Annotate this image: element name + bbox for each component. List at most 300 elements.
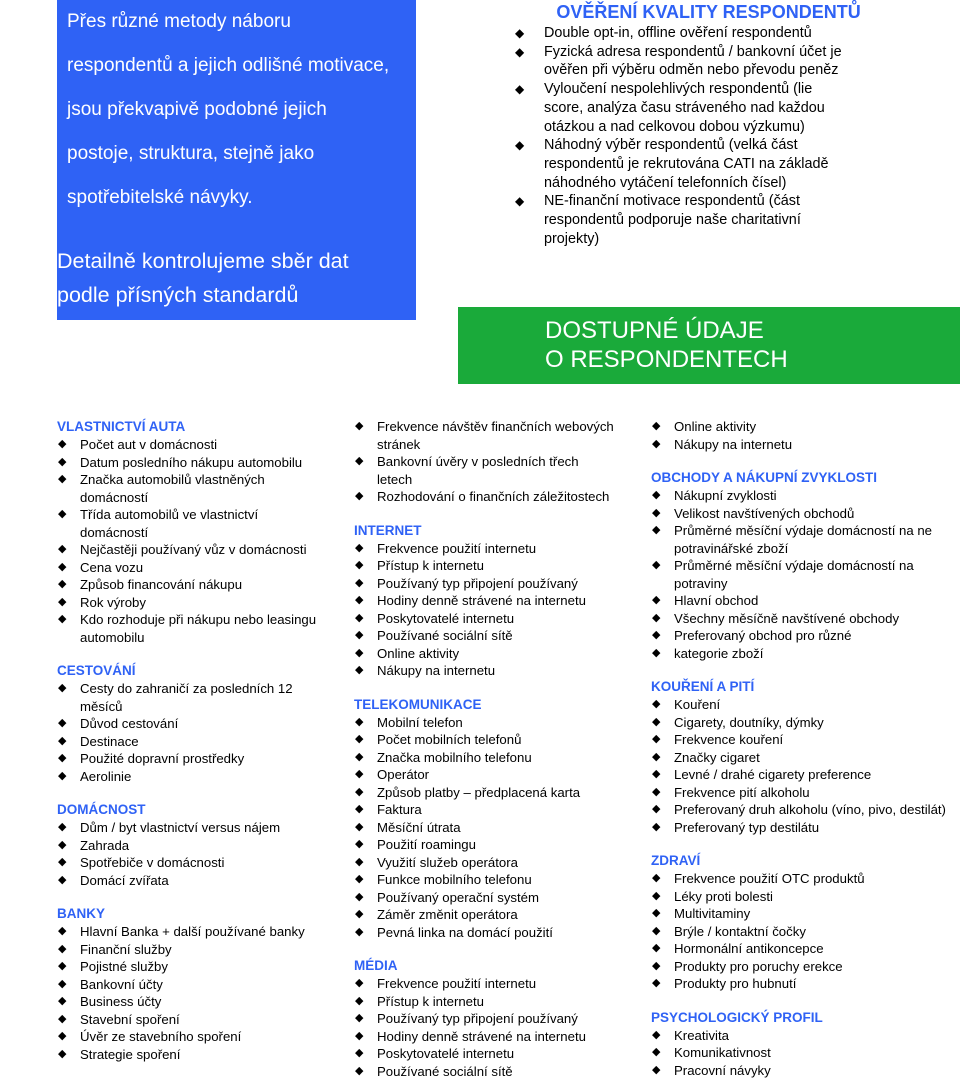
list-item (651, 801, 951, 819)
list-item (57, 454, 317, 472)
list-item-text: Poskytovatelé internetu (377, 610, 515, 626)
bullet-icon: ◆ (58, 942, 67, 955)
bullet-icon: ◆ (652, 924, 661, 937)
list-item (354, 766, 616, 784)
section-title: KOUŘENÍ A PITÍ (651, 679, 755, 694)
bullet-icon: ◆ (58, 578, 67, 590)
list-item (57, 733, 317, 751)
list-item-text: Cesty do zahraničí za posledních 12 měsíců (80, 681, 293, 714)
list-item-text: Kdo rozhoduje při nákupu nebo leasingu automobilu (80, 612, 317, 645)
bullet-icon: ◆ (652, 698, 661, 710)
list-item-text: Datum posledního nákupu automobilu (80, 454, 303, 470)
list-item-text: Hlavní Banka + další používané banky (80, 924, 305, 939)
intro-line: spotřebitelské návyky. (67, 187, 253, 208)
list-item (651, 714, 951, 732)
bullet-icon: ◆ (652, 629, 661, 641)
section-list (57, 819, 317, 889)
section-title: ZDRAVÍ (651, 853, 701, 868)
bullet-icon: ◆ (355, 890, 364, 903)
list-item-text: Finanční služby (80, 941, 172, 957)
column-1 (57, 418, 317, 1063)
bullet-icon: ◆ (58, 508, 67, 520)
list-item (354, 836, 616, 854)
list-item (651, 731, 951, 749)
list-item (57, 576, 317, 594)
bullet-icon: ◆ (652, 506, 661, 519)
list-item (354, 819, 616, 837)
list-item-text: Levné / drahé cigarety preference (674, 767, 872, 782)
bullet-icon: ◆ (652, 768, 661, 780)
list-item-text: Nákupy na internetu (674, 436, 793, 452)
list-item-text: Přístup k internetu (377, 558, 485, 573)
section-list (57, 923, 317, 1063)
list-item-text: kategorie zboží (674, 645, 764, 661)
list-item-text: Nákupy na internetu (377, 663, 496, 678)
list-item (651, 1044, 951, 1062)
list-item (651, 958, 951, 976)
list-item (354, 714, 616, 732)
list-item (651, 557, 951, 592)
bullet-icon: ◆ (515, 194, 525, 209)
bullet-icon: ◆ (58, 682, 67, 694)
detail-heading (57, 244, 416, 312)
bullet-icon: ◆ (652, 594, 661, 606)
list-item-text: Frekvence použití internetu (377, 976, 537, 991)
available-data-panel (458, 307, 960, 384)
quality-item (515, 80, 855, 136)
bullet-icon: ◆ (652, 820, 661, 833)
list-item (651, 627, 951, 645)
list-item (354, 418, 616, 453)
column-3 (651, 418, 951, 1079)
list-item (354, 575, 616, 593)
bullet-icon: ◆ (58, 717, 67, 729)
list-item-text: Cigarety, doutníky, dýmky (674, 714, 824, 730)
bullet-icon: ◆ (58, 960, 67, 972)
bullet-icon: ◆ (58, 1012, 67, 1025)
list-item-text: Kreativita (674, 1027, 729, 1043)
bullet-icon: ◆ (652, 559, 661, 571)
list-item-text: Strategie spoření (80, 1046, 181, 1062)
list-item-text: Hodiny denně strávené na internetu (377, 593, 586, 608)
list-item (57, 923, 317, 941)
list-item-text: Frekvence použití OTC produktů (674, 871, 865, 886)
list-item-text: Pojistné služby (80, 959, 168, 974)
list-item-text: Značka mobilního telefonu (377, 749, 532, 765)
list-item-text: Používaný operační systém (377, 889, 539, 905)
list-item-text: Bankovní úvěry v posledních třech letech (377, 454, 579, 487)
list-item-text: Komunikativnost (674, 1045, 771, 1060)
section-list (651, 487, 951, 662)
list-item-text: Frekvence kouření (674, 732, 784, 747)
bullet-icon: ◆ (652, 750, 661, 763)
list-item (354, 993, 616, 1011)
list-item (57, 768, 317, 786)
list-item-text: Využití služeb operátora (377, 854, 518, 870)
list-item-text: Počet aut v domácnosti (80, 437, 218, 452)
section-title: OBCHODY A NÁKUPNÍ ZVYKLOSTI (651, 470, 878, 485)
list-item (354, 610, 616, 628)
quality-item-text: NE-finanční motivace respondentů (část respondentů podporuje naše charitativní projekty) (544, 193, 801, 247)
bullet-icon: ◆ (652, 733, 661, 745)
list-item (57, 611, 317, 646)
bullet-icon: ◆ (355, 420, 364, 432)
list-item (651, 696, 951, 714)
bullet-icon: ◆ (355, 594, 364, 606)
bullet-icon: ◆ (652, 872, 661, 884)
bullet-icon: ◆ (515, 138, 525, 153)
list-item (651, 870, 951, 888)
bullet-icon: ◆ (355, 715, 364, 728)
section-title: VLASTNICTVÍ AUTA (57, 419, 186, 434)
list-item-text: Způsob platby – předplacená karta (377, 784, 581, 800)
list-item (651, 505, 951, 523)
list-item (354, 731, 616, 749)
list-item-text: Business účty (80, 994, 162, 1009)
detail-line: podle přísných standardů (57, 283, 299, 307)
detail-line: Detailně kontrolujeme sběr dat (57, 249, 349, 273)
bullet-icon: ◆ (652, 524, 661, 536)
list-item (354, 488, 616, 506)
bullet-icon: ◆ (355, 1012, 364, 1024)
list-item-text: Zahrada (80, 837, 130, 853)
list-item (57, 819, 317, 837)
section-list (57, 680, 317, 785)
bullet-icon: ◆ (58, 560, 67, 573)
list-item-text: Všechny měsíčně navštívené obchody (674, 610, 900, 626)
bullet-icon: ◆ (652, 437, 661, 450)
list-item (354, 924, 616, 942)
list-item (354, 854, 616, 872)
bullet-icon: ◆ (652, 942, 661, 954)
list-item (57, 471, 317, 506)
list-item (57, 993, 317, 1011)
list-item (651, 749, 951, 767)
list-item (651, 1062, 951, 1080)
list-item-text: Bankovní účty (80, 976, 163, 992)
list-item-text: Pevná linka na domácí použití (377, 924, 553, 940)
list-item-text: Používaný typ připojení používaný (377, 1011, 578, 1026)
list-item-text: Velikost navštívených obchodů (674, 505, 855, 521)
bullet-icon: ◆ (355, 1047, 364, 1059)
quality-item-text: Náhodný výběr respondentů (velká část respondentů je rekrutována CATI na základě náhodného vytáčení telefonních čísel) (544, 137, 829, 191)
list-item-text: Úvěr ze stavebního spoření (80, 1029, 242, 1044)
list-item (354, 662, 616, 680)
quality-item (515, 192, 855, 248)
bullet-icon: ◆ (355, 1064, 364, 1077)
bullet-icon: ◆ (652, 977, 661, 989)
bullet-icon: ◆ (652, 785, 661, 798)
list-item (57, 594, 317, 612)
list-item (57, 941, 317, 959)
quality-item-text: Double opt-in, offline ověření respondentů (544, 25, 812, 41)
bullet-icon: ◆ (355, 664, 364, 676)
section-title: DOMÁCNOST (57, 802, 146, 817)
bullet-icon: ◆ (58, 873, 67, 886)
list-item-text: Hodiny denně strávené na internetu (377, 1028, 586, 1044)
list-item (57, 680, 317, 715)
list-item-text: Domácí zvířata (80, 872, 169, 888)
list-item-text: Používané sociální sítě (377, 628, 513, 643)
list-item-text: Online aktivity (674, 419, 757, 434)
list-item (57, 506, 317, 541)
list-item (354, 453, 616, 488)
section-list (354, 540, 616, 680)
list-item-text: Faktura (377, 802, 422, 817)
bullet-icon: ◆ (58, 613, 67, 625)
quality-item (515, 43, 855, 80)
list-item (57, 837, 317, 855)
bullet-icon: ◆ (355, 820, 364, 833)
list-item-text: Aerolinie (80, 768, 132, 784)
list-item (354, 1063, 616, 1081)
list-item-text: Preferovaný obchod pro různé (674, 628, 852, 643)
list-item-text: Produkty pro poruchy erekce (674, 958, 843, 974)
quality-item (515, 136, 855, 192)
list-item (651, 436, 951, 454)
bullet-icon: ◆ (58, 734, 67, 747)
bullet-icon: ◆ (58, 455, 67, 468)
bullet-icon: ◆ (58, 856, 67, 868)
list-item (651, 418, 951, 436)
list-item (354, 540, 616, 558)
bullet-icon: ◆ (58, 543, 67, 555)
bullet-icon: ◆ (355, 490, 364, 502)
list-item-text: Poskytovatelé internetu (377, 1046, 515, 1061)
bullet-icon: ◆ (58, 977, 67, 990)
bullet-icon: ◆ (652, 907, 661, 919)
list-item (651, 905, 951, 923)
bullet-icon: ◆ (355, 855, 364, 868)
list-item-text: Mobilní telefon (377, 714, 463, 730)
bullet-icon: ◆ (355, 733, 364, 745)
list-item-text: Stavební spoření (80, 1011, 180, 1027)
section-title: BANKY (57, 906, 106, 921)
quality-list (515, 24, 855, 248)
bullet-icon: ◆ (652, 1063, 661, 1076)
section-title: CESTOVÁNÍ (57, 663, 136, 678)
intro-line: respondentů a jejich odlišné motivace, (67, 55, 390, 76)
bullet-icon: ◆ (652, 646, 661, 659)
list-item (57, 854, 317, 872)
list-item-text: Hlavní obchod (674, 593, 759, 608)
section-title: TELEKOMUNIKACE (354, 696, 482, 712)
bullet-icon: ◆ (355, 977, 364, 989)
section-list (651, 696, 951, 836)
section-title: INTERNET (354, 522, 422, 538)
list-item (651, 610, 951, 628)
bullet-icon: ◆ (355, 925, 364, 938)
list-item (57, 541, 317, 559)
list-item-text: Produkty pro hubnutí (674, 976, 797, 991)
bullet-icon: ◆ (355, 611, 364, 624)
list-item (354, 557, 616, 575)
list-item (651, 766, 951, 784)
list-item-text: Frekvence použití internetu (377, 540, 537, 556)
list-item (354, 1045, 616, 1063)
list-item-text: Multivitaminy (674, 906, 751, 921)
list-item-text: Rok výroby (80, 594, 146, 610)
section-list (651, 1027, 951, 1080)
bullet-icon: ◆ (355, 838, 364, 850)
available-data-title (545, 316, 788, 374)
list-item-text: Záměr změnit operátora (377, 907, 518, 922)
bullet-icon: ◆ (58, 769, 67, 782)
list-item-text: Počet mobilních telefonů (377, 732, 522, 747)
bullet-icon: ◆ (652, 489, 661, 501)
list-item-text: Značka automobilů vlastněných domácností (80, 472, 265, 505)
bullet-icon: ◆ (652, 889, 661, 902)
bullet-icon: ◆ (355, 908, 364, 920)
bullet-icon: ◆ (652, 1046, 661, 1058)
list-item (651, 522, 951, 557)
list-item (57, 1011, 317, 1029)
list-item-text: Pracovní návyky (674, 1062, 771, 1078)
bullet-icon: ◆ (58, 821, 67, 833)
bullet-icon: ◆ (355, 873, 364, 885)
list-item (354, 784, 616, 802)
bullet-icon: ◆ (355, 576, 364, 589)
list-item-text: Kouření (674, 697, 721, 712)
bullet-icon: ◆ (355, 994, 364, 1007)
section-list (354, 714, 616, 942)
list-item-text: Rozhodování o finančních záležitostech (377, 489, 610, 504)
intro-line: postoje, struktura, stejně jako (67, 143, 315, 164)
list-item-text: Nákupní zvyklosti (674, 488, 777, 503)
bullet-icon: ◆ (355, 559, 364, 571)
bullet-icon: ◆ (58, 752, 67, 764)
list-item-text: Frekvence návštěv finančních webových stránek (377, 419, 614, 452)
list-item-text: Online aktivity (377, 645, 460, 661)
list-item-text: Důvod cestování (80, 716, 179, 731)
bullet-icon: ◆ (652, 803, 661, 815)
quality-item-text: Vyloučení nespolehlivých respondentů (lie score, analýza času stráveného nad každou otázkou a nad celkovou dobou výzkumu) (544, 81, 825, 135)
section-title: PSYCHOLOGICKÝ PROFIL (651, 1009, 823, 1025)
quality-title: OVĚŘENÍ KVALITY RESPONDENTŮ (556, 2, 861, 22)
bullet-icon: ◆ (58, 838, 67, 851)
list-item-text: Dům / byt vlastnictví versus nájem (80, 820, 281, 835)
section-list (57, 436, 317, 646)
list-item (651, 487, 951, 505)
list-item (354, 627, 616, 645)
bullet-icon: ◆ (355, 785, 364, 798)
bullet-icon: ◆ (355, 803, 364, 815)
list-item (57, 872, 317, 890)
section-list (354, 418, 616, 506)
list-item-text: Měsíční útrata (377, 819, 461, 835)
available-title-line: DOSTUPNÉ ÚDAJE (545, 317, 764, 344)
list-item-text: Způsob financování nákupu (80, 577, 243, 592)
section-list (354, 975, 616, 1080)
bullet-icon: ◆ (355, 541, 364, 554)
list-item (57, 1046, 317, 1064)
list-item (354, 906, 616, 924)
list-item (651, 888, 951, 906)
bullet-icon: ◆ (355, 768, 364, 780)
list-item (57, 1028, 317, 1046)
bullet-icon: ◆ (652, 1028, 661, 1041)
list-item (57, 559, 317, 577)
bullet-icon: ◆ (652, 715, 661, 728)
bullet-icon: ◆ (58, 438, 67, 450)
list-item (354, 645, 616, 663)
list-item (651, 923, 951, 941)
bullet-icon: ◆ (355, 646, 364, 659)
list-item-text: Cena vozu (80, 559, 144, 575)
bullet-icon: ◆ (652, 420, 661, 432)
section-list (651, 870, 951, 993)
list-item (651, 975, 951, 993)
column-2 (354, 418, 616, 1080)
bullet-icon: ◆ (652, 959, 661, 972)
list-item-text: Průměrné měsíční výdaje domácností na potraviny (674, 558, 914, 591)
list-item-text: Použité dopravní prostředky (80, 751, 245, 766)
list-item-text: Přístup k internetu (377, 993, 485, 1009)
intro-text (67, 0, 412, 220)
list-item (57, 958, 317, 976)
intro-line: Přes různé metody náboru (67, 11, 291, 32)
list-item (354, 801, 616, 819)
list-item (651, 784, 951, 802)
list-item (651, 1027, 951, 1045)
bullet-icon: ◆ (58, 595, 67, 608)
intro-line: jsou překvapivě podobné jejich (67, 99, 327, 120)
list-item-text: Brýle / kontaktní čočky (674, 923, 806, 939)
list-item (651, 819, 951, 837)
list-item (354, 975, 616, 993)
list-item (354, 1010, 616, 1028)
available-title-line: O RESPONDENTECH (545, 346, 788, 373)
list-item-text: Spotřebiče v domácnosti (80, 855, 225, 870)
list-item (354, 871, 616, 889)
bullet-icon: ◆ (58, 473, 67, 485)
bullet-icon: ◆ (58, 1030, 67, 1042)
list-item (354, 592, 616, 610)
list-item-text: Léky proti bolesti (674, 888, 773, 904)
list-item (57, 715, 317, 733)
list-item-text: Preferovaný typ destilátu (674, 819, 820, 835)
list-item-text: Značky cigaret (674, 749, 760, 765)
list-item (354, 749, 616, 767)
list-item-text: Destinace (80, 733, 139, 749)
bullet-icon: ◆ (355, 629, 364, 641)
list-item-text: Průměrné měsíční výdaje domácností na ne potravinářské zboží (674, 523, 933, 556)
bullet-icon: ◆ (652, 611, 661, 624)
bullet-icon: ◆ (58, 925, 67, 937)
list-item (57, 750, 317, 768)
list-item-text: Hormonální antikoncepce (674, 941, 824, 956)
list-item-text: Používané sociální sítě (377, 1063, 513, 1079)
bullet-icon: ◆ (58, 1047, 67, 1060)
list-item (651, 940, 951, 958)
list-item-text: Funkce mobilního telefonu (377, 872, 532, 887)
list-item (57, 976, 317, 994)
list-item (651, 592, 951, 610)
quality-item (515, 24, 855, 43)
list-item-text: Nejčastěji používaný vůz v domácnosti (80, 542, 307, 557)
list-item (354, 889, 616, 907)
list-item (354, 1028, 616, 1046)
list-item-text: Třída automobilů ve vlastnictví domácností (80, 507, 259, 540)
list-item-text: Frekvence pití alkoholu (674, 784, 810, 800)
bullet-icon: ◆ (515, 82, 525, 97)
section-title: MÉDIA (354, 958, 398, 973)
intro-panel (57, 0, 416, 320)
bullet-icon: ◆ (515, 44, 525, 59)
list-item-text: Preferovaný druh alkoholu (víno, pivo, destilát) (674, 802, 946, 817)
quality-item-text: Fyzická adresa respondentů / bankovní účet je ověřen při výběru odměn nebo převodu peněz (544, 43, 842, 79)
bullet-icon: ◆ (355, 1029, 364, 1042)
